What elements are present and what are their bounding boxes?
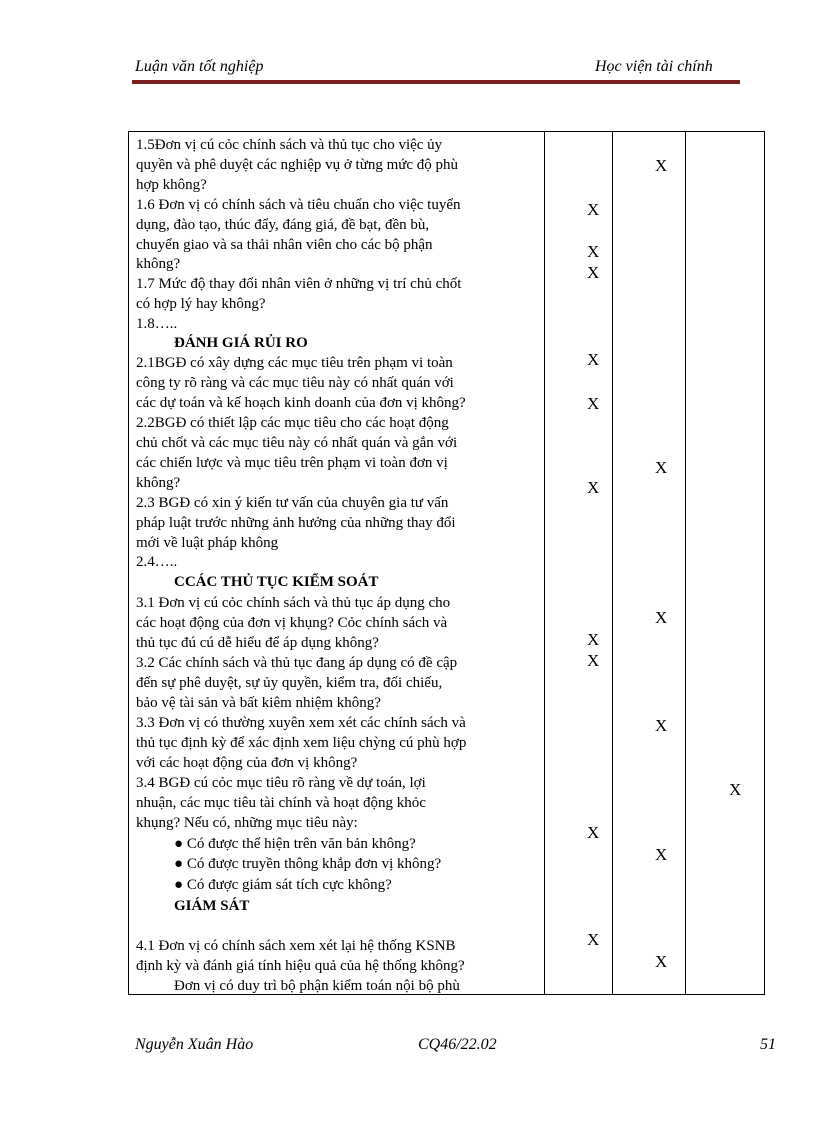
question-line: các hoạt động của đơn vị khụng? Cỏc chính sách và (136, 615, 448, 631)
question-line: 1.7 Mức độ thay đổi nhân viên ở những vị trí chủ chốt (136, 276, 462, 292)
check-mark: X (587, 630, 600, 649)
question-line: chuyển giao và sa thải nhân viên cho các bộ phận (136, 237, 433, 253)
question-line: định kỳ và đánh giá tính hiệu quả của hệ thống không? (136, 958, 465, 974)
question-line: 2.3 BGĐ có xin ý kiến tư vấn của chuyên gia tư vấn (136, 495, 449, 511)
check-mark: X (655, 156, 668, 175)
section-heading: ĐÁNH GIÁ RỦI RO (174, 335, 308, 351)
bullet-item (174, 854, 574, 874)
question-line: 1.6 Đơn vị có chính sách và tiêu chuẩn cho việc tuyển (136, 197, 461, 213)
bullet-item (174, 834, 574, 854)
question-line: 1.5Đơn vị cú cỏc chính sách và thủ tục cho việc ủy (136, 137, 443, 153)
question-line: 3.1 Đơn vị cú cỏc chính sách và thủ tục áp dụng cho (136, 595, 451, 611)
question-line: bảo vệ tài sản và bất kiêm nhiệm không? (136, 695, 381, 711)
checklist-table (128, 131, 765, 995)
check-mark: X (587, 823, 600, 842)
header-title-right: Học viện tài chính (595, 58, 713, 75)
bullet-text: Có được thể hiện trên văn bản không? (186, 836, 416, 852)
question-line: đến sự phê duyệt, sự ủy quyền, kiểm tra, đối chiếu, (136, 675, 443, 691)
question-line: có hợp lý hay không? (136, 296, 266, 312)
question-line: không? (136, 475, 181, 491)
bullet-icon: ● (174, 836, 184, 852)
header-rule (132, 80, 740, 84)
bullet-text: Có được truyền thông khắp đơn vị không? (186, 856, 442, 872)
page-number: 51 (760, 1036, 776, 1053)
check-mark: X (587, 263, 600, 282)
question-line: 3.3 Đơn vị có thường xuyên xem xét các chính sách và (136, 715, 466, 731)
question-line: chủ chốt và các mục tiêu này có nhất quán và gắn với (136, 435, 458, 451)
question-line: không? (136, 256, 181, 272)
check-mark: X (655, 845, 668, 864)
check-mark: X (655, 608, 668, 627)
check-mark: X (587, 478, 600, 497)
question-line: quyền và phê duyệt các nghiệp vụ ở từng mức độ phù (136, 157, 459, 173)
question-line: với các hoạt động của đơn vị không? (136, 755, 358, 771)
question-line: nhuận, các mục tiêu tài chính và hoạt động khỏc (136, 795, 426, 811)
bullet-item (174, 875, 574, 895)
question-line: 1.8….. (136, 316, 178, 332)
check-mark: X (655, 458, 668, 477)
question-line: dụng, đào tạo, thúc đẩy, đáng giá, đề bạt, đền bù, (136, 217, 430, 233)
question-line: công ty rõ ràng và các mục tiêu này có nhất quán với (136, 375, 454, 391)
check-mark: X (655, 716, 668, 735)
column-divider (612, 132, 613, 994)
footer-author: Nguyễn Xuân Hào (135, 1036, 254, 1053)
question-line: thủ tục định kỳ để xác định xem liệu chỳng cú phù hợp (136, 735, 467, 751)
question-line: pháp luật trước những ảnh hưởng của những thay đổi (136, 515, 456, 531)
check-mark: X (729, 780, 742, 799)
question-line: mới về luật pháp không (136, 535, 279, 551)
question-line: các dự toán và kế hoạch kinh doanh của đơn vị không? (136, 395, 466, 411)
question-line: hợp không? (136, 177, 207, 193)
check-mark: X (587, 930, 600, 949)
section-heading: CCÁC THỦ TỤC KIỂM SOÁT (174, 574, 379, 590)
question-line: Đơn vị có duy trì bộ phận kiểm toán nội bộ phù (174, 978, 460, 994)
check-mark: X (655, 952, 668, 971)
question-line: 4.1 Đơn vị có chính sách xem xét lại hệ thống KSNB (136, 938, 456, 954)
question-line: 2.2BGĐ có thiết lập các mục tiêu cho các hoạt động (136, 415, 449, 431)
question-line: khụng? Nếu có, những mục tiêu này: (136, 815, 358, 831)
question-line: thủ tục đú cú dễ hiểu để áp dụng không? (136, 635, 379, 651)
bullet-icon: ● (174, 856, 184, 872)
check-mark: X (587, 394, 600, 413)
bullet-text: Có được giám sát tích cực không? (186, 877, 392, 893)
check-mark: X (587, 651, 600, 670)
check-mark: X (587, 350, 600, 369)
section-heading: GIÁM SÁT (174, 898, 250, 914)
footer-class-code: CQ46/22.02 (418, 1036, 497, 1053)
question-line: 3.2 Các chính sách và thủ tục đang áp dụng có đề cập (136, 655, 458, 671)
header-title-left: Luận văn tốt nghiệp (135, 58, 264, 75)
question-line: 2.4….. (136, 554, 178, 570)
check-mark: X (587, 242, 600, 261)
question-line: 3.4 BGĐ cú cỏc mục tiêu rõ ràng về dự toán, lợi (136, 775, 426, 791)
column-divider (685, 132, 686, 994)
question-line: các chiến lược và mục tiêu trên phạm vi toàn đơn vị (136, 455, 448, 471)
check-mark: X (587, 200, 600, 219)
question-line: 2.1BGĐ có xây dựng các mục tiêu trên phạm vi toàn (136, 355, 453, 371)
bullet-icon: ● (174, 877, 184, 893)
